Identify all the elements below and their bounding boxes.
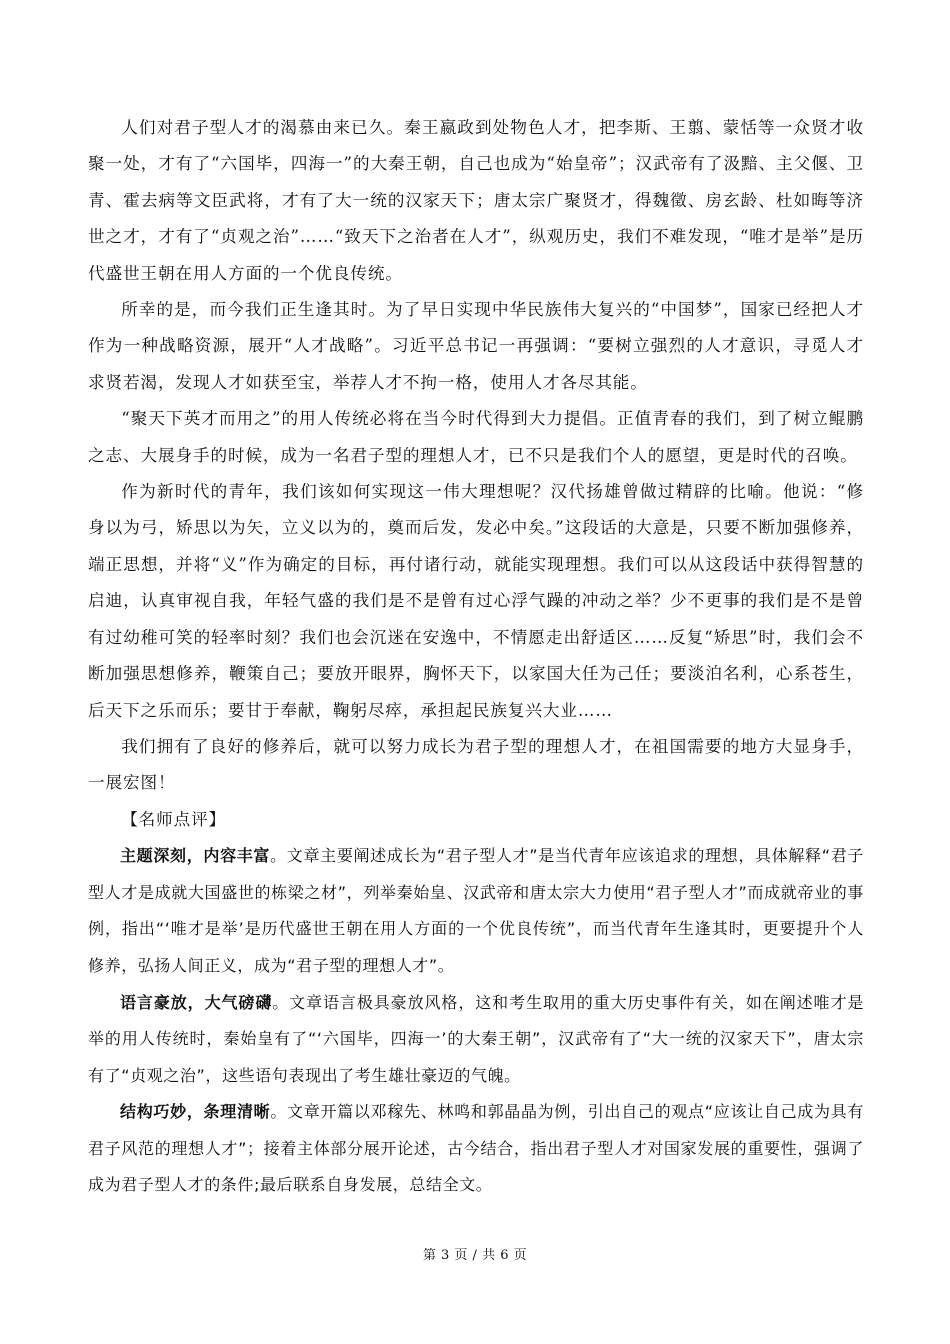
essay-paragraph-4: 作为新时代的青年，我们该如何实现这一伟大理想呢？汉代扬雄曾做过精辟的比喻。他说：“修身以为弓，矫思以为矢，立义以为的，奠而后发，发必中矣。”这段话的大意是，只要不断加强修养，端正思想，并将“义”作为确定的目标，再付诸行动，就能实现理想。我们可以从这段话中获得智慧的启迪，认真审视自我，年轻气盛的我们是不是曾有过心浮气躁的冲动之举？少不更事的我们是不是曾有过幼稚可笑的轻率时刻？我们也会沉迷在安逸中，不情愿走出舒适区……反复“矫思”时，我们会不断加强思想修养，鞭策自己；要放开眼界，胸怀天下，以家国大任为己任；要淡泊名利，心系苍生，后天下之乐而乐；要甘于奉献，鞠躬尽瘁，承担起民族复兴大业……: [88, 482, 864, 720]
document-body: [88, 110, 864, 1204]
page-footer: 第 3 页 / 共 6 页: [422, 1248, 528, 1263]
review-point-1-text: 。文章主要阐述成长为“君子型人才”是当代青年应该追求的理想，具体解释“君子型人才是成就大国盛世的栋梁之材”，列举秦始皇、汉武帝和唐太宗大力使用“君子型人才”而成就帝业的事例，指出“‘唯才是举’是历代盛世王朝在用人方面的一个优良传统”，而当代青年生逢其时，更要提升个人修养，弘扬人间正义，成为“君子型的理想人才”。: [88, 846, 864, 975]
review-point-3-text: 。文章开篇以邓稼先、林鸣和郭晶晶为例，引出自己的观点“应该让自己成为具有君子风范的理想人才”；接着主体部分展开论述，古今结合，指出君子型人才对国家发展的重要性，强调了成为君子型人才的条件;最后联系自身发展，总结全文。: [88, 1102, 865, 1195]
review-point-3-title: 结构巧妙，条理清晰: [120, 1102, 271, 1122]
essay-paragraph-3: “聚天下英才而用之”的用人传统必将在当今时代得到大力提倡。正值青春的我们，到了树立鲲鹏之志、大展身手的时候，成为一名君子型的理想人才，已不只是我们个人的愿望，更是时代的召唤。: [88, 409, 864, 465]
review-point-1: [88, 838, 864, 984]
essay-paragraph-1: 人们对君子型人才的渴慕由来已久。秦王嬴政到处物色人才，把李斯、王翦、蒙恬等一众贤才收聚一处，才有了“六国毕，四海一”的大秦王朝，自己也成为“始皇帝”；汉武帝有了汲黯、主父偃、卫青、霍去病等文臣武将，才有了大一统的汉家天下；唐太宗广聚贤才，得魏徵、房玄龄、杜如晦等济世之才，才有了“贞观之治”……“致天下之治者在人才”，纵观历史，我们不难发现，“唯才是举”是历代盛世王朝在用人方面的一个优良传统。: [88, 118, 864, 283]
essay-paragraph-5: 我们拥有了良好的修养后，就可以努力成长为君子型的理想人才，在祖国需要的地方大显身手，一展宏图！: [88, 736, 864, 793]
review-point-2-title: 语言豪放，大气磅礴: [120, 992, 273, 1012]
review-point-3: [88, 1094, 864, 1204]
essay-paragraph-2: 所幸的是，而今我们正生逢其时。为了早日实现中华民族伟大复兴的“中国梦”，国家已经把人才作为一种战略资源，展开“人才战略”。习近平总书记一再强调：“要树立强烈的人才意识，寻觅人才求贤若渴，发现人才如获至宝，举荐人才不拘一格，使用人才各尽其能。: [88, 300, 864, 392]
review-heading: 【名师点评】: [121, 809, 227, 829]
review-point-1-title: 主题深刻，内容丰富: [120, 846, 271, 866]
review-point-2-text: 。文章语言极具豪放风格，这和考生取用的重大历史事件有关，如在阐述唯才是举的用人传统时，秦始皇有了“‘六国毕，四海一’的大秦王朝”，汉武帝有了“大一统的汉家天下”，唐太宗有了“贞观之治”，这些语句表现出了考生雄壮豪迈的气魄。: [88, 992, 864, 1085]
review-point-2: [88, 985, 864, 1095]
